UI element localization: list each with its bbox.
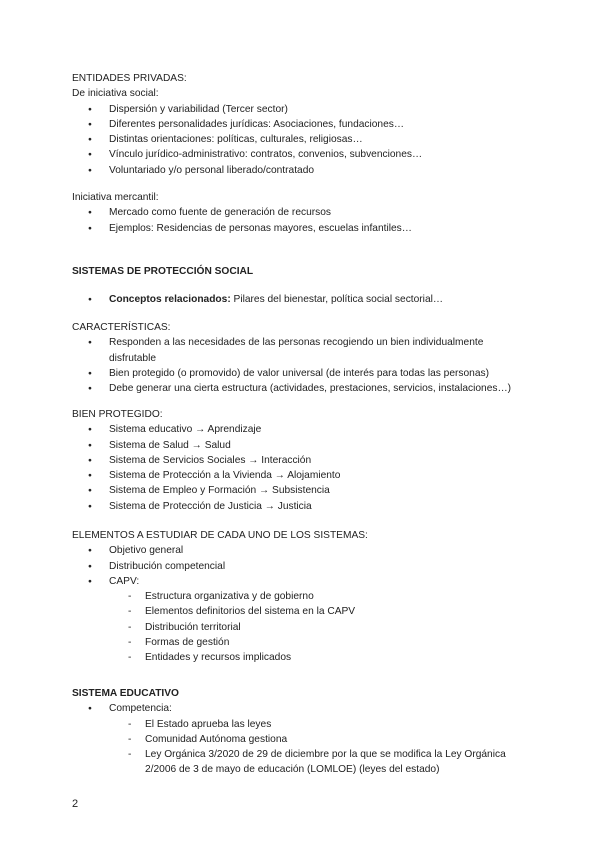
item-line: 2/2006 de 3 de mayo de educación (LOMLOE) (leyes del estado) (145, 764, 440, 776)
list-educativo (72, 701, 542, 716)
list-item: ● Diferentes personalidades jurídicas: Asociaciones, fundaciones… (72, 117, 542, 132)
list-iniciativa-social (72, 102, 542, 178)
list-bien-protegido (72, 422, 542, 514)
heading-bien-protegido: BIEN PROTEGIDO: (72, 409, 163, 420)
list-item: ● CAPV: (72, 574, 542, 589)
sub-list-item: - Entidades y recursos implicados (72, 650, 542, 665)
list-item: ● Sistema de Protección a la Vivienda → Alojamiento (72, 468, 542, 483)
item-line: - Ley Orgánica 3/2020 de 29 de diciembre por la que se modifica la Ley Orgánica (145, 749, 506, 761)
list-item: ● Sistema de Salud → Salud (72, 438, 542, 453)
list-item: ● Sistema de Servicios Sociales → Interacción (72, 453, 542, 468)
list-item: ● Distintas orientaciones: políticas, culturales, religiosas… (72, 132, 542, 147)
list-item: ● Dispersión y variabilidad (Tercer sector) (72, 102, 542, 117)
sub-list-item: - Elementos definitorios del sistema en la CAPV (72, 604, 542, 619)
conceptos-text: Pilares del bienestar, política social sectorial… (230, 294, 444, 305)
list-item: ● Mercado como fuente de generación de recursos (72, 205, 542, 220)
sub-list-item: - Formas de gestión (72, 635, 542, 650)
list-conceptos (72, 292, 542, 307)
heading-sistemas-proteccion: SISTEMAS DE PROTECCIÓN SOCIAL (72, 266, 254, 277)
conceptos-label: Conceptos relacionados: (109, 294, 231, 305)
list-item: ● Objetivo general (72, 543, 542, 558)
sub-list-item: - Estructura organizativa y de gobierno (72, 589, 542, 604)
list-item: ● Sistema educativo → Aprendizaje (72, 422, 542, 437)
heading-sistema-educativo: SISTEMA EDUCATIVO (72, 688, 179, 699)
list-item (72, 335, 542, 366)
section-iniciativa-mercantil (72, 190, 542, 236)
list-item: ● Sistema de Protección de Justicia → Justicia (72, 499, 542, 514)
section-entidades-privadas (72, 71, 542, 178)
list-item: ● Competencia: (72, 701, 542, 716)
heading-caracteristicas: CARACTERÍSTICAS: (72, 322, 171, 333)
section-bien-protegido (72, 407, 542, 514)
list-competencia (72, 717, 542, 778)
section-caracteristicas (72, 320, 542, 396)
list-item-conceptos (72, 292, 542, 307)
section-sistemas (72, 264, 542, 279)
label-iniciativa-mercantil: Iniciativa mercantil: (72, 192, 159, 203)
list-item: ● Debe generar una cierta estructura (actividades, prestaciones, servicios, instalaciones…) (72, 381, 542, 396)
list-capv (72, 589, 542, 665)
list-item: ● Sistema de Empleo y Formación → Subsistencia (72, 483, 542, 498)
sub-list-item: - El Estado aprueba las leyes (72, 717, 542, 732)
sub-list-item: - Comunidad Autónoma gestiona (72, 732, 542, 747)
item-line: disfrutable (109, 352, 157, 364)
section-elementos (72, 528, 542, 666)
list-elementos (72, 543, 542, 589)
heading-elementos: ELEMENTOS A ESTUDIAR DE CADA UNO DE LOS SISTEMAS: (72, 530, 368, 541)
sub-list-item: - Distribución territorial (72, 620, 542, 635)
heading-entidades: ENTIDADES PRIVADAS: (72, 73, 187, 84)
sub-list-item (72, 747, 542, 778)
list-item: ● Vínculo jurídico-administrativo: contratos, convenios, subvenciones… (72, 147, 542, 162)
section-conceptos (72, 292, 542, 307)
item-line: ● Responden a las necesidades de las personas recogiendo un bien individualmente (109, 337, 484, 349)
list-caracteristicas (72, 335, 542, 396)
section-sistema-educativo (72, 686, 542, 778)
list-item: ● Voluntariado y/o personal liberado/contratado (72, 163, 542, 178)
page-number: 2 (72, 798, 79, 810)
list-iniciativa-mercantil (72, 205, 542, 236)
list-item: ● Ejemplos: Residencias de personas mayores, escuelas infantiles… (72, 221, 542, 236)
list-item: ● Bien protegido (o promovido) de valor universal (de interés para todas las personas) (72, 366, 542, 381)
label-iniciativa-social: De iniciativa social: (72, 88, 159, 100)
list-item: ● Distribución competencial (72, 559, 542, 574)
